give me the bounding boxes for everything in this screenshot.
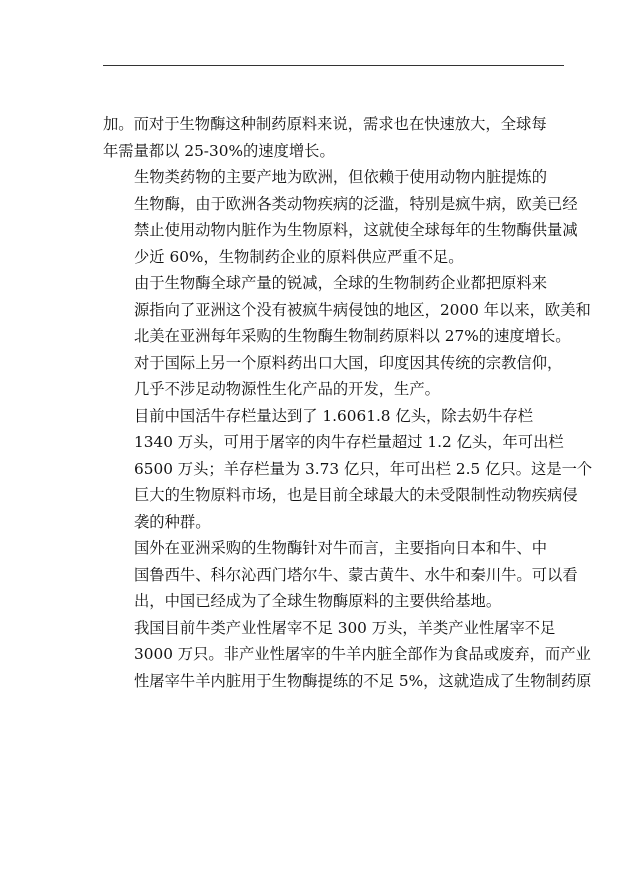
text-line: 国外在亚洲采购的生物酶针对牛而言，主要指向日本和牛、中 bbox=[134, 539, 548, 557]
text-line: 出，中国已经成为了全球生物酶原料的主要供给基地。 bbox=[134, 592, 502, 610]
paragraph bbox=[103, 535, 578, 615]
text-line: 少近 60%，生物制药企业的原料供应严重不足。 bbox=[134, 247, 464, 266]
paragraph bbox=[103, 403, 593, 536]
text-line: 北美在亚洲每年采购的生物酶生物制药原料以 27%的速度增长。 bbox=[134, 327, 571, 345]
text-line: 1340 万头，可用于屠宰的肉牛存栏量超过 1.2 亿头，年可出栏 bbox=[134, 433, 564, 451]
text-line: 对于国际上另一个原料药出口大国，印度因其传统的宗教信仰， bbox=[134, 353, 563, 372]
text-line: 源指向了亚洲这个没有被疯牛病侵蚀的地区，2000 年以来，欧美和 bbox=[134, 300, 591, 319]
text-line: 加。而对于生物酶这种制药原料来说，需求也在快速放大，全球每 bbox=[103, 115, 547, 133]
body-text bbox=[103, 111, 593, 694]
text-line: 袭的种群。 bbox=[134, 512, 211, 531]
text-line: 禁止使用动物内脏作为生物原料，这就使全球每年的生物酶供量减 bbox=[134, 221, 578, 239]
paragraph bbox=[103, 615, 592, 695]
text-line: 由于生物酶全球产量的锐减，全球的生物制药企业都把原料来 bbox=[134, 274, 548, 292]
paragraph bbox=[103, 270, 591, 350]
text-line: 6500 万头；羊存栏量为 3.73 亿只，年可出栏 2.5 亿只。这是一个 bbox=[134, 459, 593, 478]
paragraph bbox=[103, 111, 565, 164]
paragraph bbox=[103, 164, 578, 270]
text-line: 性屠宰牛羊内脏用于生物酶提练的不足 5%，这就造成了生物制药原 bbox=[134, 671, 592, 690]
paragraph bbox=[103, 350, 565, 403]
text-line: 生物酶，由于欧洲各类动物疾病的泛滥，特别是疯牛病，欧美已经 bbox=[134, 194, 578, 213]
header-rule bbox=[103, 65, 564, 66]
text-line: 目前中国活牛存栏量达到了 1.6061.8 亿头，除去奶牛存栏 bbox=[134, 406, 534, 425]
text-line: 我国目前牛类产业性屠宰不足 300 万头，羊类产业性屠宰不足 bbox=[134, 618, 556, 637]
text-line: 3000 万只。非产业性屠宰的牛羊内脏全部作为食品或废弃，而产业 bbox=[134, 645, 591, 663]
text-line: 生物类药物的主要产地为欧洲，但依赖于使用动物内脏提炼的 bbox=[134, 168, 548, 186]
text-line: 几乎不涉足动物源性生化产品的开发，生产。 bbox=[134, 380, 440, 398]
text-line: 国鲁西牛、科尔沁西门塔尔牛、蒙古黄牛、水牛和秦川牛。可以看 bbox=[134, 565, 578, 584]
text-line: 巨大的生物原料市场，也是目前全球最大的未受限制性动物疾病侵 bbox=[134, 486, 578, 504]
text-line: 年需量都以 25-30%的速度增长。 bbox=[103, 141, 335, 160]
